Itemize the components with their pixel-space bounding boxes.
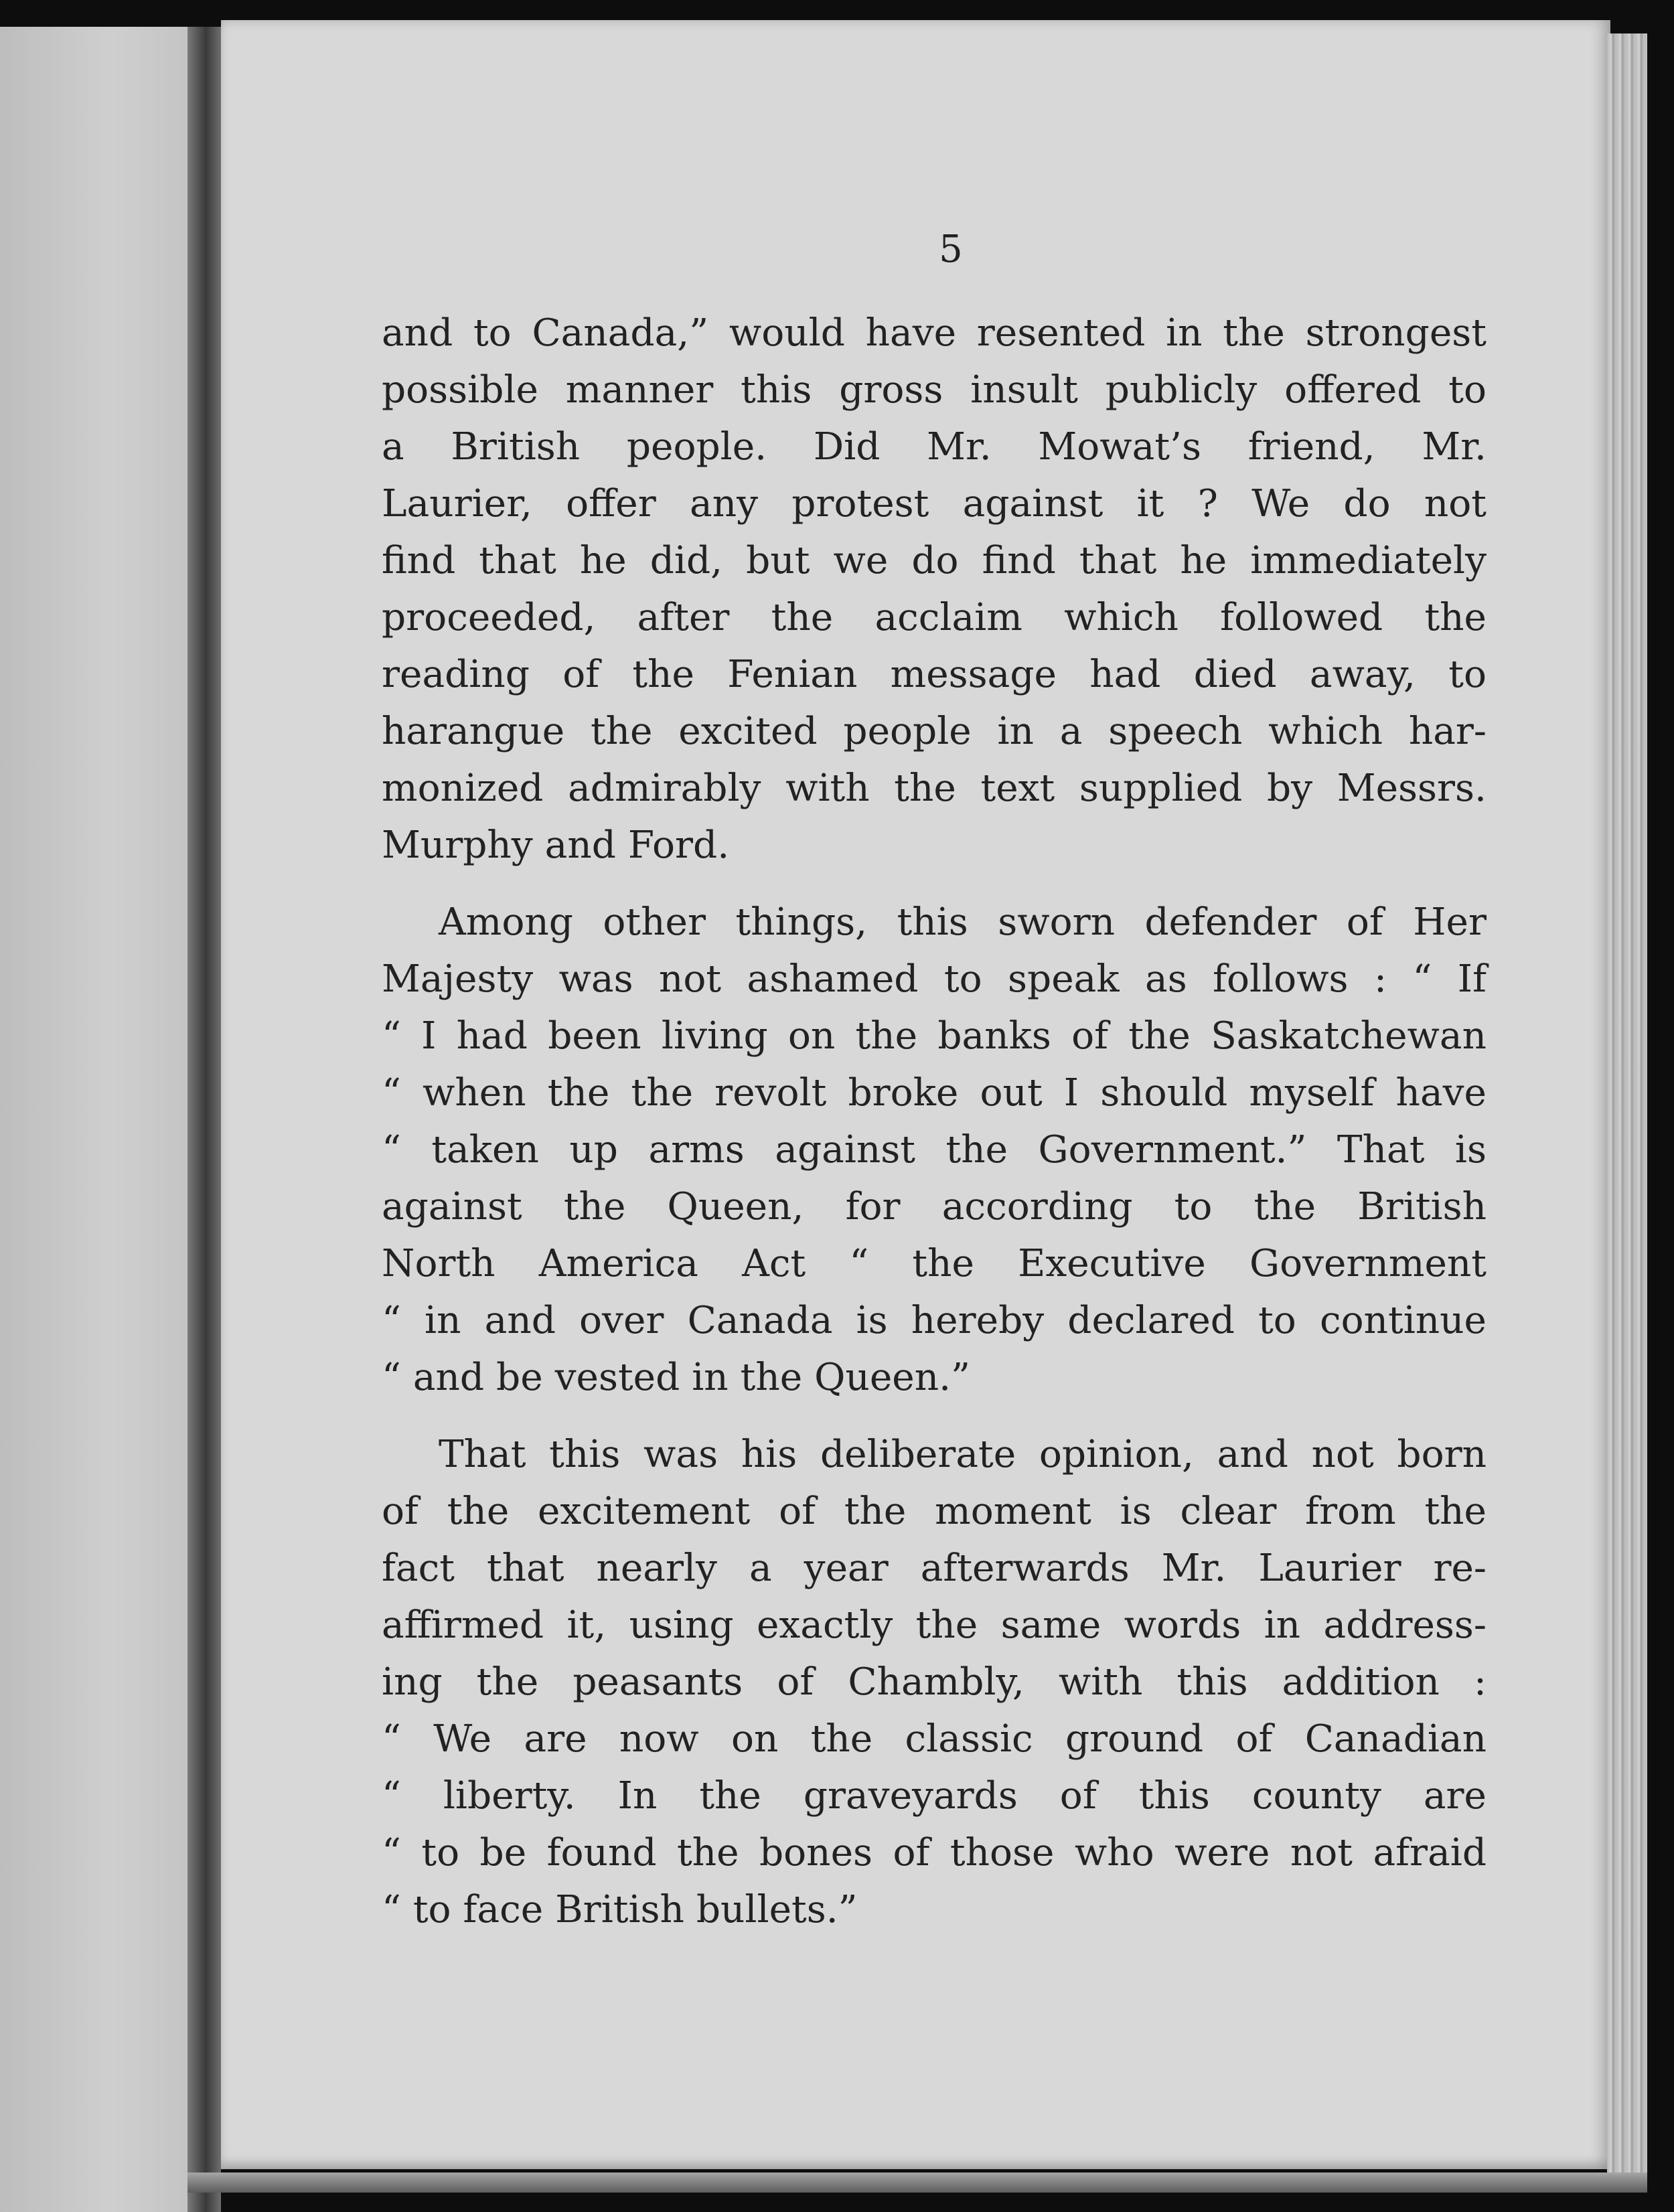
paragraph-1 xyxy=(382,305,1487,874)
text-line: “ liberty. In the graveyards of this county are xyxy=(382,1774,1487,1818)
text-line: Majesty was not ashamed to speak as follows : “ If xyxy=(382,957,1487,1001)
text-line: harangue the excited people in a speech which har- xyxy=(382,710,1487,753)
text-line: “ We are now on the classic ground of Canadian xyxy=(382,1717,1487,1761)
text-line: “ to face British bullets.” xyxy=(382,1888,858,1931)
text-line: That this was his deliberate opinion, and not born xyxy=(439,1433,1487,1476)
text-line: Among other things, this sworn defender of Her xyxy=(439,900,1487,944)
text-line: proceeded, after the acclaim which followed the xyxy=(382,596,1487,639)
text-line: Laurier, offer any protest against it ? We do not xyxy=(382,482,1487,526)
text-line: find that he did, but we do find that he immediately xyxy=(382,539,1487,582)
text-line: ing the peasants of Chambly, with this addition : xyxy=(382,1660,1487,1704)
page-stack-edge xyxy=(1607,33,1647,2183)
page-number: 5 xyxy=(939,228,963,271)
text-line: North America Act “ the Executive Government xyxy=(382,1242,1487,1285)
text-line: against the Queen, for according to the British xyxy=(382,1185,1487,1229)
text-line: “ and be vested in the Queen.” xyxy=(382,1356,970,1399)
text-line: of the excitement of the moment is clear from the xyxy=(382,1490,1487,1533)
text-line: monized admirably with the text supplied by Messrs. xyxy=(382,767,1487,810)
paragraph-3 xyxy=(382,1426,1487,1938)
text-line: “ in and over Canada is hereby declared to continue xyxy=(382,1299,1487,1342)
text-line: fact that nearly a year afterwards Mr. Laurier re- xyxy=(382,1547,1487,1590)
text-line: possible manner this gross insult publicly offered to xyxy=(382,368,1487,412)
text-line: reading of the Fenian message had died away, to xyxy=(382,653,1487,696)
paragraph-2 xyxy=(382,894,1487,1406)
book-bottom-edge xyxy=(187,2172,1647,2193)
text-line: “ taken up arms against the Government.” That is xyxy=(382,1128,1487,1172)
text-line: a British people. Did Mr. Mowat’s friend, Mr. xyxy=(382,425,1487,469)
text-line: “ I had been living on the banks of the Saskatchewan xyxy=(382,1014,1487,1058)
page-body-text xyxy=(382,305,1487,1938)
text-line: “ to be found the bones of those who were not afraid xyxy=(382,1831,1487,1875)
text-line: affirmed it, using exactly the same words in address- xyxy=(382,1603,1487,1647)
text-line: and to Canada,” would have resented in the strongest xyxy=(382,311,1487,355)
left-page-edge xyxy=(0,27,187,2212)
book-gutter xyxy=(187,27,221,2212)
text-line: Murphy and Ford. xyxy=(382,823,730,867)
text-line: “ when the the revolt broke out I should myself have xyxy=(382,1071,1487,1115)
